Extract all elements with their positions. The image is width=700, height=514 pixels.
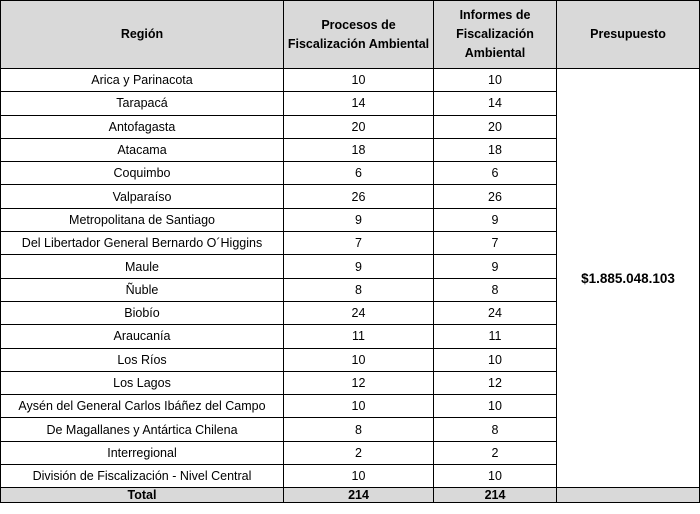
procesos-cell: 24 [284,301,434,324]
procesos-cell: 9 [284,255,434,278]
region-cell: Maule [1,255,284,278]
procesos-cell: 14 [284,92,434,115]
informes-cell: 24 [434,301,557,324]
informes-cell: 10 [434,465,557,488]
procesos-cell: 18 [284,138,434,161]
total-presupuesto [557,488,700,503]
informes-cell: 26 [434,185,557,208]
region-cell: Araucanía [1,325,284,348]
header-presupuesto: Presupuesto [557,1,700,69]
region-cell: Antofagasta [1,115,284,138]
table-body [1,69,700,488]
region-cell: Aysén del General Carlos Ibáñez del Campo [1,395,284,418]
informes-cell: 18 [434,138,557,161]
region-cell: Ñuble [1,278,284,301]
procesos-cell: 26 [284,185,434,208]
region-cell: Interregional [1,441,284,464]
procesos-cell: 10 [284,395,434,418]
total-label: Total [1,488,284,503]
header-row [1,1,700,69]
informes-cell: 14 [434,92,557,115]
region-cell: Coquimbo [1,162,284,185]
procesos-cell: 10 [284,465,434,488]
region-cell: Los Lagos [1,371,284,394]
procesos-cell: 10 [284,348,434,371]
total-informes: 214 [434,488,557,503]
total-row [1,488,700,503]
region-cell: Valparaíso [1,185,284,208]
procesos-cell: 11 [284,325,434,348]
informes-cell: 20 [434,115,557,138]
region-cell: Tarapacá [1,92,284,115]
region-cell: Metropolitana de Santiago [1,208,284,231]
informes-cell: 8 [434,418,557,441]
informes-cell: 9 [434,208,557,231]
informes-cell: 10 [434,395,557,418]
procesos-cell: 2 [284,441,434,464]
header-region: Región [1,1,284,69]
informes-cell: 9 [434,255,557,278]
procesos-cell: 6 [284,162,434,185]
informes-cell: 2 [434,441,557,464]
region-cell: Arica y Parinacota [1,69,284,92]
procesos-cell: 20 [284,115,434,138]
informes-cell: 11 [434,325,557,348]
procesos-cell: 8 [284,278,434,301]
table-row [1,69,700,92]
informes-cell: 12 [434,371,557,394]
region-cell: Biobío [1,301,284,324]
informes-cell: 10 [434,69,557,92]
budget-cell: $1.885.048.103 [557,69,700,488]
region-cell: Del Libertador General Bernardo O´Higgins [1,232,284,255]
total-procesos: 214 [284,488,434,503]
header-procesos: Procesos de Fiscalización Ambiental [284,1,434,69]
procesos-cell: 10 [284,69,434,92]
informes-cell: 7 [434,232,557,255]
procesos-cell: 9 [284,208,434,231]
procesos-cell: 7 [284,232,434,255]
region-cell: Atacama [1,138,284,161]
region-cell: Los Ríos [1,348,284,371]
region-cell: De Magallanes y Antártica Chilena [1,418,284,441]
region-cell: División de Fiscalización - Nivel Central [1,465,284,488]
informes-cell: 8 [434,278,557,301]
informes-cell: 6 [434,162,557,185]
informes-cell: 10 [434,348,557,371]
header-informes: Informes de Fiscalización Ambiental [434,1,557,69]
procesos-cell: 12 [284,371,434,394]
procesos-cell: 8 [284,418,434,441]
